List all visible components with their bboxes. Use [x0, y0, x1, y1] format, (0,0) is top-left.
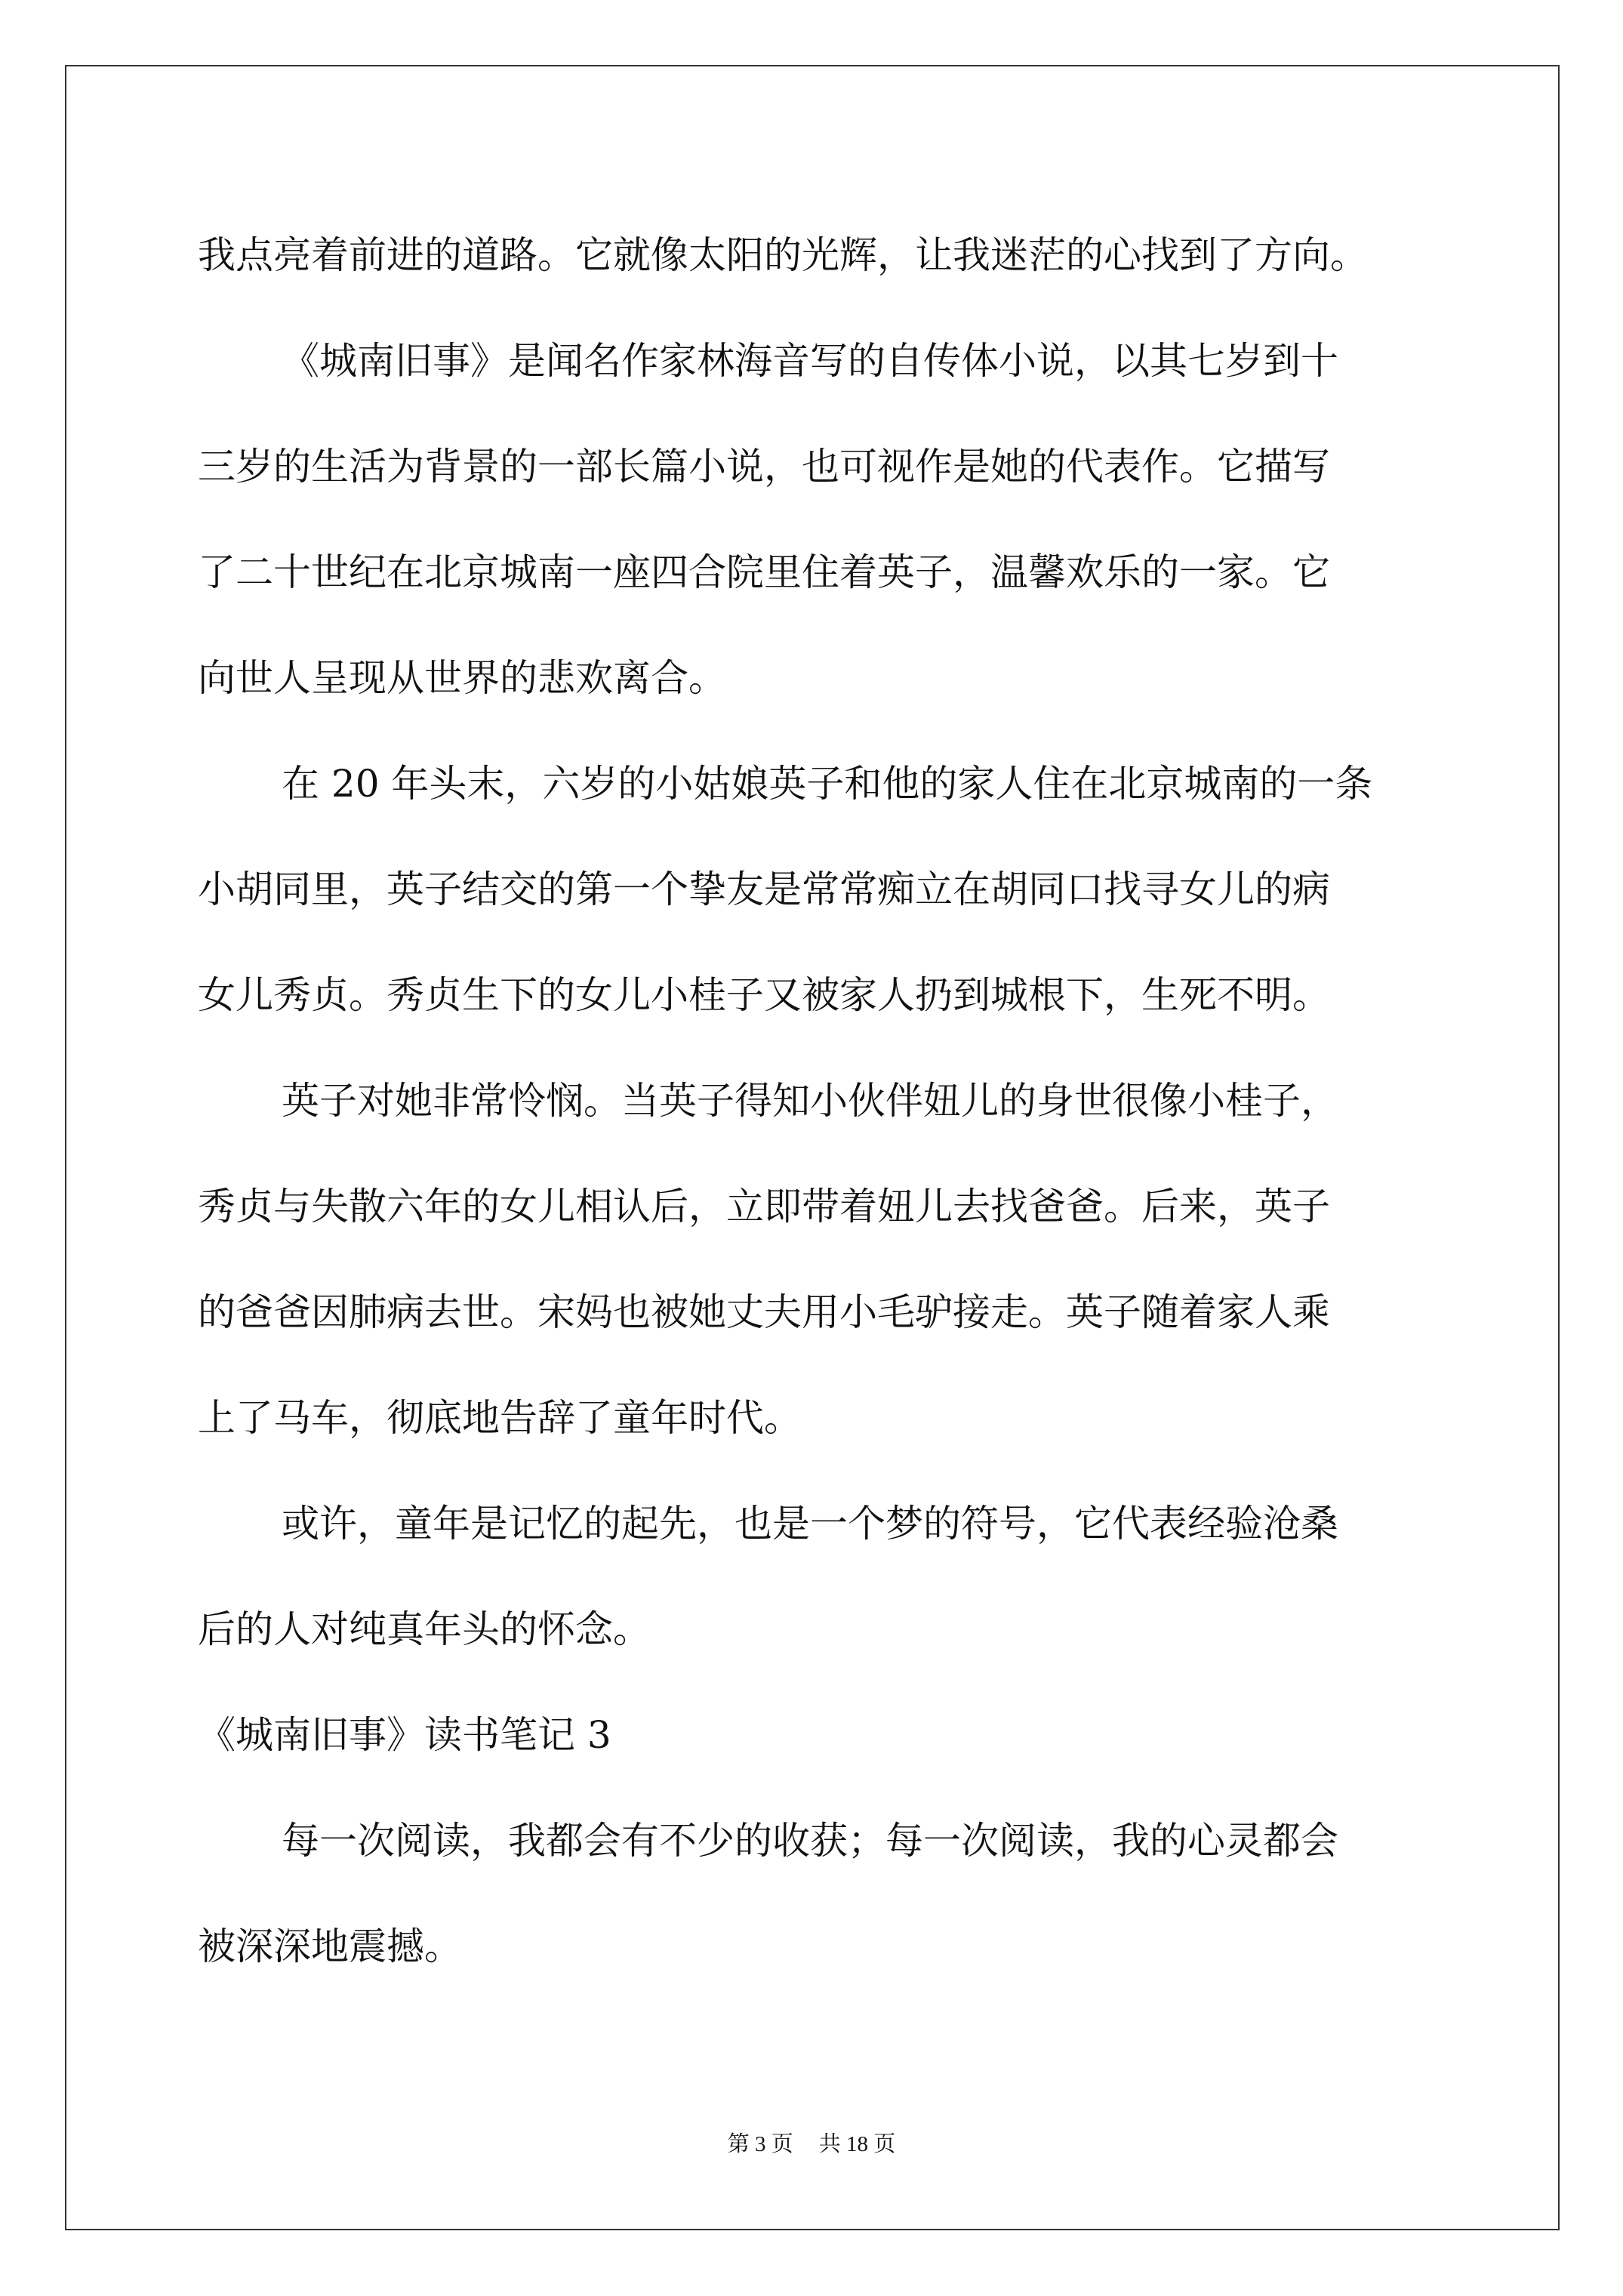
- page-footer: [0, 2131, 1623, 2157]
- page-number: 第 3 页: [727, 2132, 793, 2156]
- page-border: [65, 65, 1560, 2230]
- body-line-3: 三岁的生活为背景的一部长篇小说，也可视作是她的代表作。它描写: [198, 445, 1330, 488]
- body-line-12: 上了马车，彻底地告辞了童年时代。: [198, 1396, 802, 1440]
- page-total: 共 18 页: [818, 2132, 896, 2156]
- body-line-6: 在 20 年头末，六岁的小姑娘英子和他的家人住在北京城南的一条: [282, 762, 1373, 806]
- body-line-5: 向世人呈现从世界的悲欢离合。: [198, 656, 726, 700]
- body-line-10: 秀贞与失散六年的女儿相认后，立即带着妞儿去找爸爸。后来，英子: [198, 1185, 1330, 1228]
- body-line-17: 被深深地震撼。: [198, 1925, 462, 1968]
- body-line-13: 或许，童年是记忆的起先，也是一个梦的符号，它代表经验沧桑: [282, 1502, 1338, 1546]
- body-line-7: 小胡同里，英子结交的第一个挚友是常常痴立在胡同口找寻女儿的病: [198, 868, 1330, 911]
- body-line-11: 的爸爸因肺病去世。宋妈也被她丈夫用小毛驴接走。英子随着家人乘: [198, 1290, 1330, 1334]
- body-line-8: 女儿秀贞。秀贞生下的女儿小桂子又被家人扔到城根下，生死不明。: [198, 973, 1330, 1017]
- body-line-1: 我点亮着前进的道路。它就像太阳的光辉，让我迷茫的心找到了方向。: [198, 233, 1368, 277]
- section-heading: 《城南旧事》读书笔记 3: [198, 1713, 611, 1757]
- body-line-14: 后的人对纯真年头的怀念。: [198, 1607, 651, 1651]
- body-line-16: 每一次阅读，我都会有不少的收获；每一次阅读，我的心灵都会: [282, 1819, 1338, 1863]
- body-line-4: 了二十世纪在北京城南一座四合院里住着英子，温馨欢乐的一家。它: [198, 550, 1330, 594]
- body-line-9: 英子对她非常怜悯。当英子得知小伙伴妞儿的身世很像小桂子，: [282, 1079, 1338, 1123]
- body-line-2: 《城南旧事》是闻名作家林海音写的自传体小说，以其七岁到十: [282, 339, 1338, 383]
